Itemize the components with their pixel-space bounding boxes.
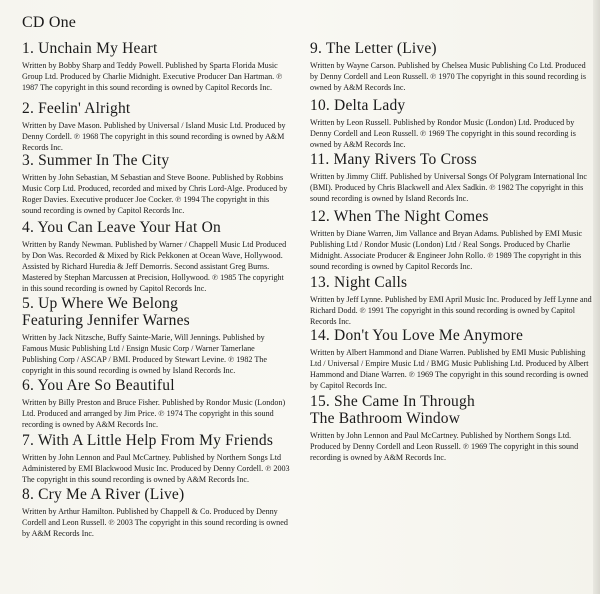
track-2 xyxy=(22,100,290,153)
track-credit: Written by Jimmy Cliff. Published by Universal Songs Of Polygram International Inc (BMI). Produced by Chris Blackwell and Alex Sadkin. ℗ 1982 The copyright in this sound recording is owned by Island Records Inc. xyxy=(310,172,587,203)
track-credit: Written by Jack Nitzsche, Buffy Sainte-Marie, Will Jennings. Published by Famous Music Publishing Ltd / Ensign Music Corp / Warner Tamerlane Publishing Corp / ASCAP / BMI. Produced by Stewart Levine. ℗ 1982 The copyright in this sound recording is owned by Island Records Inc. xyxy=(22,333,267,375)
track-7 xyxy=(22,432,290,485)
track-title: 2. Feelin' Alright xyxy=(22,100,131,117)
page-fold xyxy=(593,0,600,594)
track-15 xyxy=(310,393,592,463)
track-title-line-2: The Bathroom Window xyxy=(310,410,461,427)
track-title: 13. Night Calls xyxy=(310,274,408,291)
track-5 xyxy=(22,295,290,376)
track-6 xyxy=(22,377,290,430)
track-credit: Written by Dave Mason. Published by Universal / Island Music Ltd. Produced by Denny Cordell. ℗ 1968 The copyright in this sound recording is owned by A&M Records Inc. xyxy=(22,121,286,152)
track-credit: Written by Jeff Lynne. Published by EMI April Music Inc. Produced by Jeff Lynne and Richard Dodd. ℗ 1991 The copyright in this sound recording is owned by Capitol Records Inc. xyxy=(310,295,592,326)
track-14 xyxy=(310,327,592,391)
track-title: 1. Unchain My Heart xyxy=(22,40,158,57)
track-credit: Written by Leon Russell. Published by Rondor Music (London) Ltd. Produced by Denny Cordell and Leon Russell. ℗ 1969 The copyright in this sound recording is owned by A&M Records Inc. xyxy=(310,118,576,149)
track-credit: Written by Randy Newman. Published by Warner / Chappell Music Ltd Produced by Don Was. Recorded & Mixed by Rick Pekkonen at Ocean Wave, Hollywood. Assisted by Richard Huredia & Jeff Demorris. Second assistant Greg Burns. Mastered by Stephan Marcussen at Precision, Hollywood. ℗ 1985 The copyright in this sound recording is owned by Capitol Records Inc. xyxy=(22,240,287,293)
track-credit: Written by John Lennon and Paul McCartney. Published by Northern Songs Ltd Administered by EMI Blackwood Music Inc. Produced by Denny Cordell. ℗ 2003 The copyright in this sound recording is owned by A&M Records Inc. xyxy=(22,453,290,484)
track-12 xyxy=(310,208,592,272)
track-title: 3. Summer In The City xyxy=(22,152,170,169)
track-3 xyxy=(22,152,290,216)
track-credit: Written by Albert Hammond and Diane Warren. Published by EMI Music Publishing Ltd / Universal / Empire Music Ltd / BMG Music Publishing Ltd. Produced by Albert Hammond and Diane Warren. ℗ 1969 The copyright in this sound recording is owned by Capitol Records Inc. xyxy=(310,348,589,390)
track-title: 7. With A Little Help From My Friends xyxy=(22,432,274,449)
track-title: 12. When The Night Comes xyxy=(310,208,489,225)
track-8 xyxy=(22,486,290,539)
track-11 xyxy=(310,151,592,204)
track-credit: Written by Bobby Sharp and Teddy Powell. Published by Sparta Florida Music Group Ltd. Produced by Charlie Midnight. Executive Producer Dan Hartman. ℗ 1987 The copyright in this sound recording is owned by Capitol Records Inc. xyxy=(22,61,283,92)
track-title-line-2: Featuring Jennifer Warnes xyxy=(22,312,190,329)
cd-title: CD One xyxy=(22,14,77,31)
track-title: 14. Don't You Love Me Anymore xyxy=(310,327,524,344)
track-9 xyxy=(310,40,592,93)
track-title: 9. The Letter (Live) xyxy=(310,40,437,57)
track-title: 11. Many Rivers To Cross xyxy=(310,151,477,168)
track-4 xyxy=(22,219,290,294)
track-credit: Written by John Lennon and Paul McCartney. Published by Northern Songs Ltd. Produced by Denny Cordell and Leon Russell. ℗ 1969 The copyright in this sound recording is owned by A&M Records Inc. xyxy=(310,431,579,462)
track-credit: Written by Wayne Carson. Published by Chelsea Music Publishing Co Ltd. Produced by Denny Cordell and Leon Russell. ℗ 1970 The copyright in this sound recording is owned by A&M Records Inc. xyxy=(310,61,586,92)
track-credit: Written by Arthur Hamilton. Published by Chappell & Co. Produced by Denny Cordell and Leon Russell. ℗ 2003 The copyright in this sound recording is owned by A&M Records Inc. xyxy=(22,507,288,538)
track-title: 15. She Came In Through xyxy=(310,393,475,410)
track-title: 4. You Can Leave Your Hat On xyxy=(22,219,221,236)
track-10 xyxy=(310,97,592,150)
track-1 xyxy=(22,40,290,93)
track-credit: Written by John Sebastian, M Sebastian and Steve Boone. Published by Robbins Music Corp Ltd. Produced, recorded and mixed by Chris Lord-Alge. Produced by Roger Davies. Executive producer Joe Cocker. ℗ 1994 The copyright in this sound recording is owned by Capitol Records Inc. xyxy=(22,173,288,215)
track-title: 8. Cry Me A River (Live) xyxy=(22,486,185,503)
track-credit: Written by Diane Warren, Jim Vallance and Bryan Adams. Published by EMI Music Publishing Ltd / Rondor Music (London) Ltd / Real Songs. Produced by Charlie Midnight. Associate Producer & Engineer John Rollo. ℗ 1989 The copyright in this sound recording is owned by Capitol Records Inc. xyxy=(310,229,583,271)
track-title: 5. Up Where We Belong xyxy=(22,295,179,312)
track-title: 6. You Are So Beautiful xyxy=(22,377,175,394)
track-title: 10. Delta Lady xyxy=(310,97,406,114)
track-credit: Written by Billy Preston and Bruce Fisher. Published by Rondor Music (London) Ltd. Produced and arranged by Jim Price. ℗ 1974 The copyright in this sound recording is owned by A&M Records Inc. xyxy=(22,398,286,429)
track-13 xyxy=(310,274,592,327)
